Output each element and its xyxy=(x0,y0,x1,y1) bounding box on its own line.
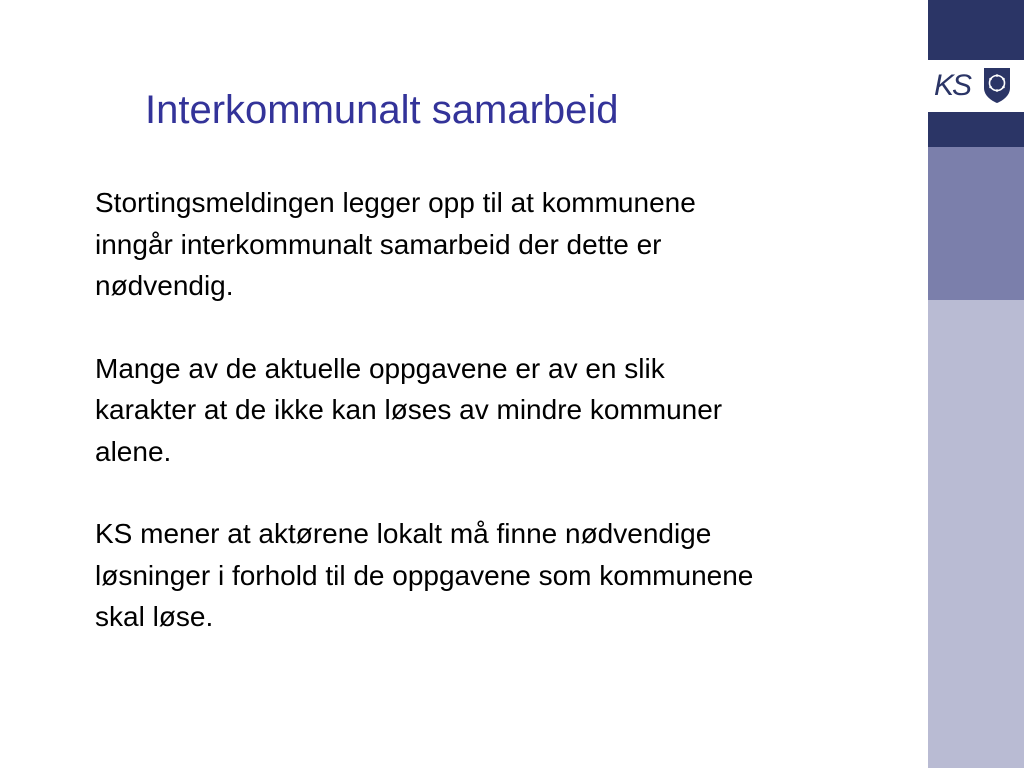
slide-body xyxy=(95,182,915,679)
sidebar-top-band xyxy=(928,0,1024,60)
paragraph-3: KS mener at aktørene lokalt må finne nødvendige løsninger i forhold til de oppgavene som kommunene skal løse. xyxy=(95,518,754,632)
sidebar-dark-band xyxy=(928,112,1024,147)
sidebar-mid-band xyxy=(928,147,1024,300)
slide-title: Interkommunalt samarbeid xyxy=(145,88,619,132)
paragraph-2: Mange av de aktuelle oppgavene er av en slik karakter at de ikke kan løses av mindre kommuner alene. xyxy=(95,352,723,467)
ks-logo: KS xyxy=(934,69,971,102)
crest-icon xyxy=(982,66,1012,104)
paragraph-1: Stortingsmeldingen legger opp til at kommunene inngår interkommunalt samarbeid der dette er nødvendig. xyxy=(95,187,696,301)
logo-area xyxy=(928,60,1024,112)
sidebar-bottom-band xyxy=(928,300,1024,768)
sidebar xyxy=(928,0,1024,768)
